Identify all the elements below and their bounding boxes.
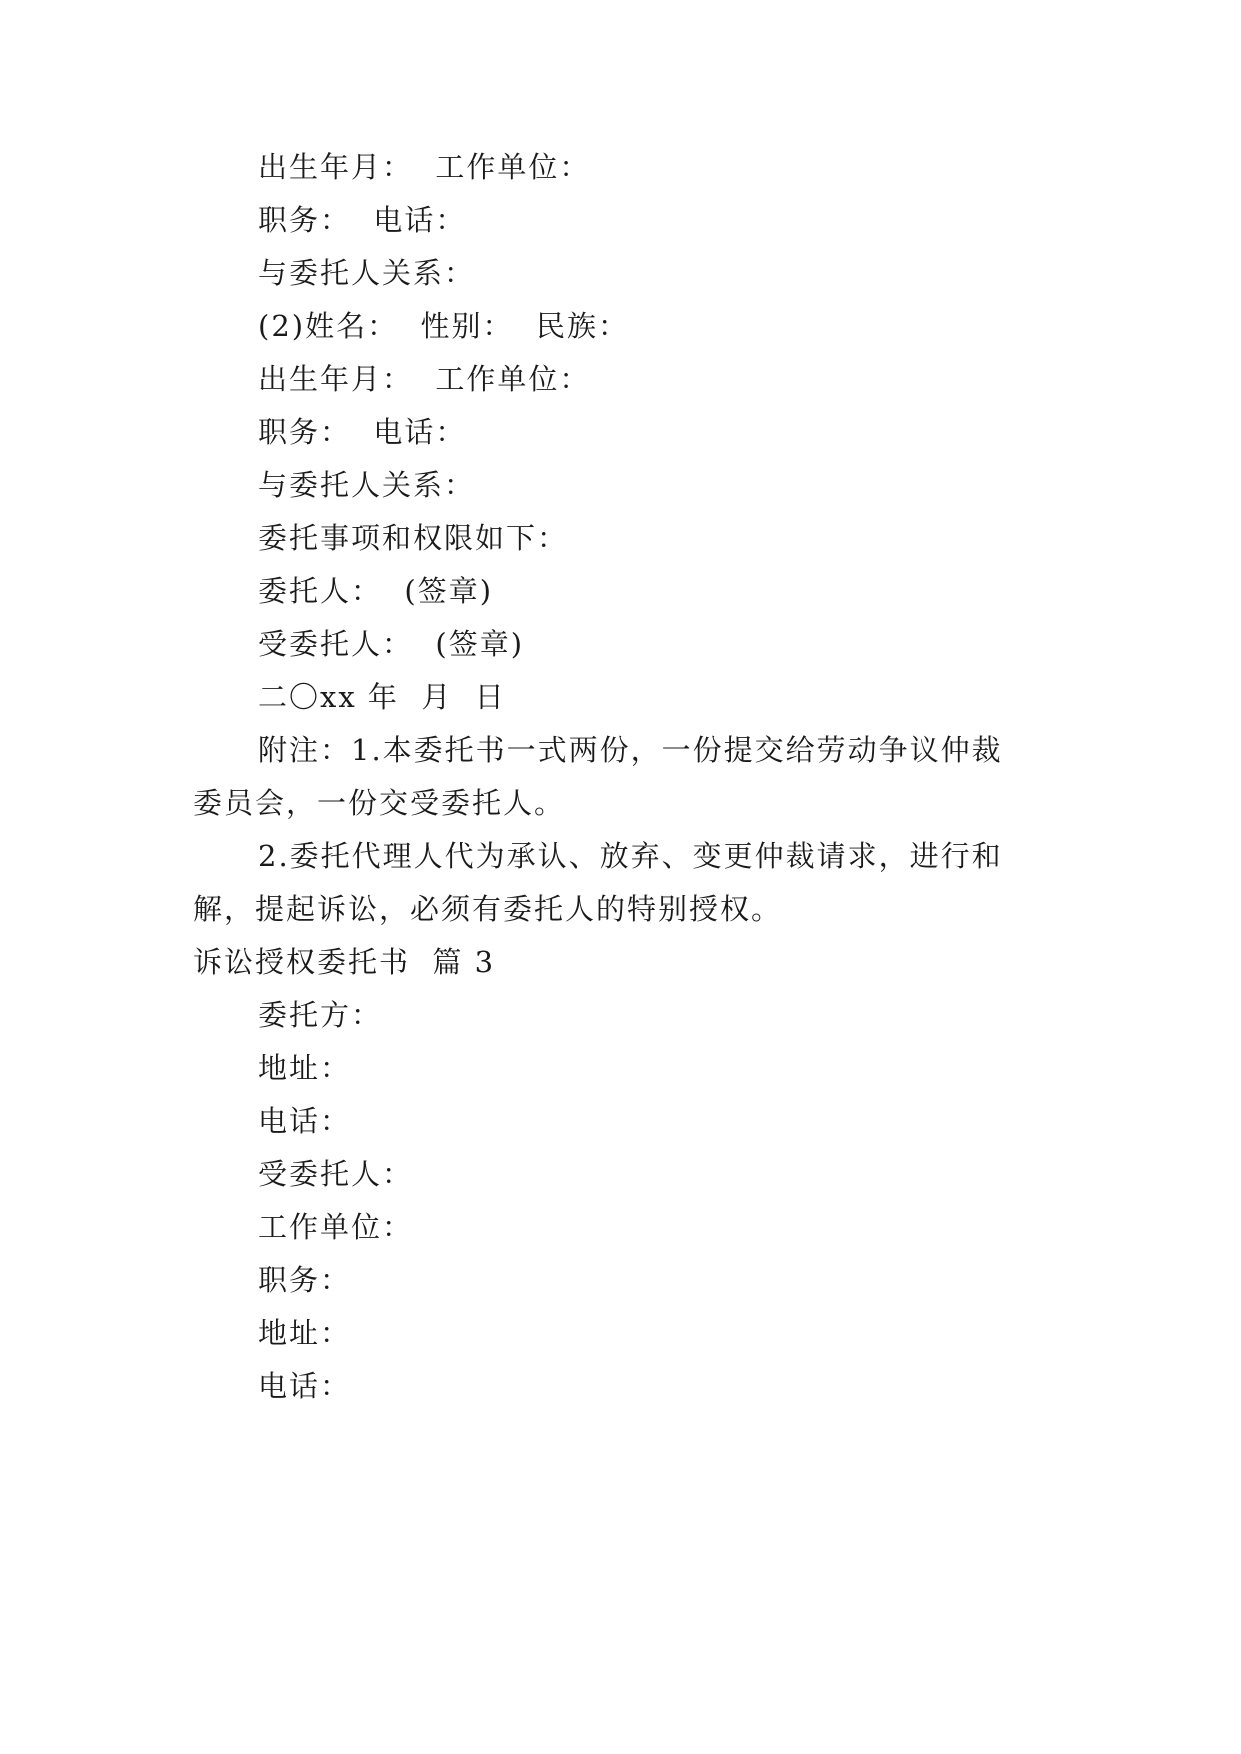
- field-birth-workplace-1: 出生年月： 工作单位：: [258, 150, 591, 184]
- entrusted-matters-heading: 委托事项和权限如下：: [258, 521, 569, 555]
- note-1-line-2: 委员会，一份交受委托人。: [193, 786, 566, 820]
- agent-signature: 受委托人： (签章): [258, 627, 525, 661]
- note-1-line-1: 附注：1.本委托书一式两份，一份提交给劳动争议仲裁: [258, 733, 1003, 767]
- field-relationship-2: 与委托人关系：: [258, 468, 476, 502]
- principal-signature: 委托人： (签章): [258, 574, 494, 608]
- field-workplace: 工作单位：: [258, 1210, 414, 1244]
- section-title: 诉讼授权委托书 篇 3: [193, 945, 496, 979]
- field-position-phone-1: 职务： 电话：: [258, 203, 467, 237]
- field-address-2: 地址：: [258, 1316, 352, 1350]
- field-birth-workplace-2: 出生年月： 工作单位：: [258, 362, 591, 396]
- field-name-gender-ethnicity-2: (2)姓名： 性别： 民族：: [258, 309, 629, 343]
- note-2-line-1: 2.委托代理人代为承认、放弃、变更仲裁请求，进行和: [258, 839, 1003, 873]
- field-address-1: 地址：: [258, 1051, 352, 1085]
- note-2-line-2: 解，提起诉讼，必须有委托人的特别授权。: [193, 892, 783, 926]
- field-position-phone-2: 职务： 电话：: [258, 415, 467, 449]
- field-principal: 委托方：: [258, 998, 383, 1032]
- field-phone-1: 电话：: [258, 1104, 352, 1138]
- field-phone-2: 电话：: [258, 1369, 352, 1403]
- date-line: 二〇xx 年 月 日: [258, 680, 506, 714]
- field-relationship-1: 与委托人关系：: [258, 256, 476, 290]
- field-position: 职务：: [258, 1263, 352, 1297]
- field-agent: 受委托人：: [258, 1157, 414, 1191]
